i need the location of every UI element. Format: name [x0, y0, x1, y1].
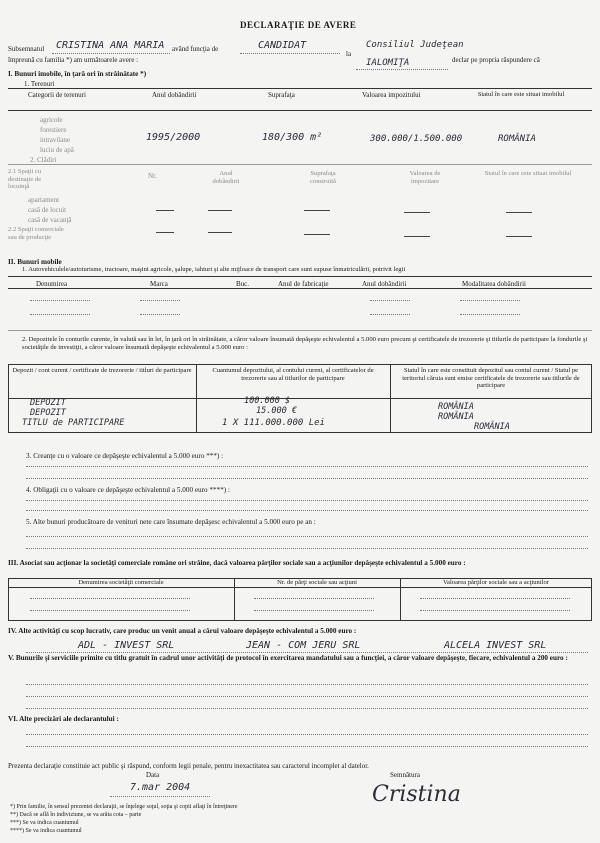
cladire-apartament: apartament [28, 196, 60, 204]
subsemnatul-label: Subsemnatul [8, 45, 45, 53]
cladiri-col-nr: Nr. [148, 172, 157, 180]
depozite-heading: 2. Depozitele în conturile curente, în valută sau în lei, în ţară ori în străinătate, a căror valoare însumată depăşeşte echivalentul a 5.000 euro precum şi certificatele de trezorerie şi titlurile de participare la fondurile şi societăţile de investiţii, a căror valoare însumată depăşeşte echivalentul a 5.000 euro : [22, 336, 588, 351]
dep-row-2-stat: ROMÂNIA [438, 412, 474, 422]
autovehicule-heading: 1. Autovehiculele/autoturisme, tractoare, maşini agricole, şalupe, iahturi şi alte mijloace de transport care sunt supuse înmatriculării, potrivit legii [22, 266, 406, 273]
dep-col-cuantum: Cuantumul depozitului, al contului curent, al certificatelor de trezorerie sau al titlurilor de participare [212, 367, 374, 382]
semnatura-label: Semnătura [390, 771, 420, 779]
section-5-title: V. Bunurile şi serviciile primite cu titlu gratuit în cadrul unor activităţi de protocol în exercitarea mandatului sau a funcţiei, a căror valoare depăşeşte, fiecare, echivalentul a 200 euro : [8, 654, 568, 662]
declarant-name: CRISTINA ANA MARIA [56, 40, 165, 51]
cladire-casa-locuit: casă de locuit [28, 206, 67, 214]
declaration-statement: Prezenta declaraţie constituie act public şi răspund, conform legii penale, pentru inexactitatea sau caracterul incomplet al datelor. [8, 762, 369, 770]
soc-col-denumirea: Denumirea societăţii comerciale [78, 579, 164, 586]
section-4-title: IV. Alte activităţi cu scop lucrativ, care produc un venit anual a cărui valoare depăşeşte echivalentul a 5.000 euro : [8, 627, 357, 635]
cat-forestiere: forestiere [40, 126, 67, 134]
spatii-locuinta-heading: 2.1 Spaţii cu destinaţie de locuinţă [8, 168, 42, 191]
footnote-2: **) Dacă se află în indiviziune, se va arăta cota – parte [10, 812, 142, 818]
dep-row-1-suma: 100.000 $ [244, 396, 291, 406]
cladiri-col-valoare: Valoarea de impozitare [409, 170, 441, 185]
cat-intravilane: intravilane [40, 136, 70, 144]
vehicul-col-an-fabricatie: Anul de fabricaţie [278, 280, 329, 288]
dep-row-1-tip: DEPOZIT [30, 398, 66, 408]
footnote-4: ****) Se va indica cuantumul [10, 828, 82, 834]
teren-valoare: 300.000/1.500.000 [370, 134, 463, 144]
document-title: DECLARAŢIE DE AVERE [240, 20, 357, 30]
dep-col-stat: Statul în care este constituit depozitul sau contul curent / Statul pe teritoriul căruia sunt emise certificatele de trezorerie sau titlurile de participare [402, 367, 580, 390]
section-3-title: III. Asociat sau acţionar la societăţi comerciale române ori străine, dacă valoarea părţilor sociale sau a acţiunilor depăşeşte echivalentul a 5.000 euro : [8, 559, 466, 567]
impreuna-label: împreună cu familia *) am următoarele avere : [8, 56, 139, 64]
cladiri-col-suprafata: Suprafaţa construită [309, 170, 336, 185]
dep-col-tip: Depozit / cont curent / certificate de trezorerie / titluri de participare [12, 367, 192, 374]
dep-row-2-suma: 15.000 € [256, 406, 297, 416]
la-label: la [346, 50, 352, 58]
cladiri-col-statul: Statul în care este situat imobilul [484, 170, 572, 177]
cladire-casa-vacanta: casă de vacanţă [28, 216, 72, 224]
cat-agricole: agricole [40, 116, 63, 124]
signature: Cristina [372, 782, 461, 807]
footnote-3: ***) Se va indica cuantumul [10, 820, 79, 826]
alte-bunuri-heading: 5. Alte bunuri producătoare de venituri nete care însumate depăşesc echivalentul a 5.000 euro pe an : [26, 518, 316, 526]
activitate-3: ALCELA INVEST SRL [444, 640, 547, 651]
spatii-comerciale-heading: 2.2 Spaţii comerciale sau de producţie [8, 226, 64, 241]
activitate-2: JEAN - COM JERU SRL [246, 640, 361, 651]
col-categorii: Categorii de terenuri [28, 91, 86, 99]
col-valoarea: Valoarea impozitului [362, 91, 421, 99]
vehicul-col-buc: Buc. [236, 280, 250, 288]
teren-suprafata: 180/300 m² [262, 132, 323, 143]
section-1-title: I. Bunuri imobile, în ţară ori în străinătate *) [8, 70, 147, 78]
dep-row-1-stat: ROMÂNIA [438, 402, 474, 412]
avand-functia-label: având funcţia de [172, 45, 219, 53]
cat-luciu: luciu de apă [40, 146, 74, 154]
cladiri-heading: 2. Clădiri [30, 156, 57, 164]
data-label: Data [146, 771, 160, 779]
col-statul: Statul în care este situat imobilul [477, 91, 565, 98]
dep-row-3-stat: ROMÂNIA [474, 422, 510, 432]
institutie-county: IALOMIŢA [366, 58, 410, 68]
vehicul-col-an-dobandirii: Anul dobândirii [362, 280, 407, 288]
soc-col-valoarea: Valoarea părţilor sociale sau a acţiunilor [442, 579, 549, 586]
institutie-value: Consiliul Judeţean [366, 40, 464, 50]
declaration-date: 7.mar 2004 [130, 782, 191, 793]
teren-stat: ROMÂNIA [498, 134, 536, 144]
col-suprafata: Suprafaţa [268, 91, 295, 99]
dep-row-3-suma: 1 X 111.000.000 Lei [222, 418, 325, 428]
activitate-1: ADL - INVEST SRL [78, 640, 175, 651]
section-2-title: II. Bunuri mobile [8, 258, 62, 266]
obligatii-heading: 4. Obligaţii cu o valoare ce depăşeşte echivalentul a 5.000 euro ****) : [26, 486, 230, 494]
cladiri-col-anul: Anul dobândirii [212, 170, 240, 185]
dep-row-3-tip: TITLU de PARTICIPARE [22, 418, 125, 428]
terenuri-heading: 1. Terenuri [24, 80, 55, 88]
section-6-title: VI. Alte precizări ale declarantului : [8, 715, 119, 723]
soc-col-nr: Nr. de părţi sociale sau acţiuni [277, 579, 357, 586]
dep-row-2-tip: DEPOZIT [30, 408, 66, 418]
vehicul-col-marca: Marca [150, 280, 168, 288]
col-anul: Anul dobândirii [152, 91, 197, 99]
vehicul-col-modalitatea: Modalitatea dobândirii [462, 280, 526, 288]
declar-label: declar pe propria răspundere că [452, 56, 540, 64]
footnote-1: *) Prin familie, în sensul prezentei declaraţii, se înţelege soţul, soţia şi copii aflaţi în întreţinere [10, 804, 238, 810]
functia-value: CANDIDAT [258, 40, 307, 51]
teren-an: 1995/2000 [146, 132, 201, 143]
vehicul-col-denumirea: Denumirea [36, 280, 68, 288]
creante-heading: 3. Creanţe cu o valoare ce depăşeşte echivalentul a 5.000 euro ***) : [26, 452, 224, 460]
